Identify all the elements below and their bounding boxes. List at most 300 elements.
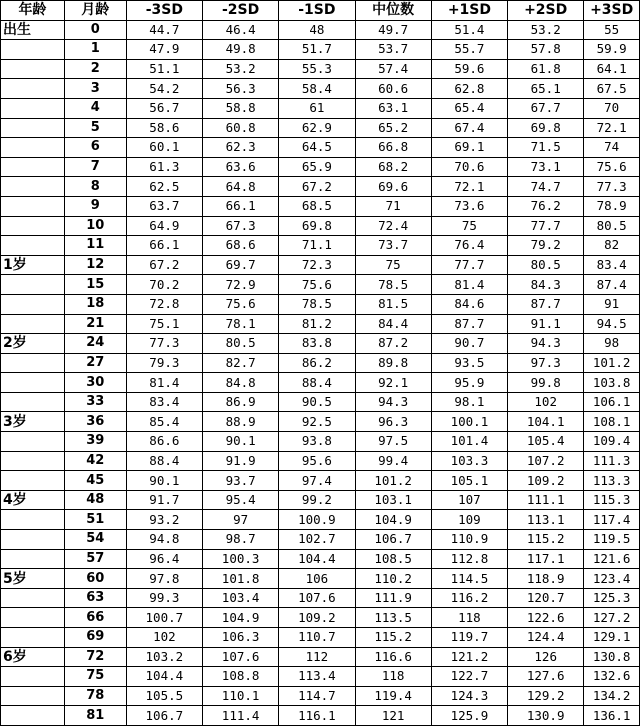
minus-3sd-cell: 66.1 — [126, 236, 202, 256]
minus-3sd-cell: 99.3 — [126, 588, 202, 608]
median-cell: 115.2 — [355, 628, 431, 648]
minus-3sd-cell: 63.7 — [126, 196, 202, 216]
plus-2sd-cell: 84.3 — [508, 275, 584, 295]
plus-2sd-cell: 74.7 — [508, 177, 584, 197]
median-cell: 73.7 — [355, 236, 431, 256]
age-month-cell: 72 — [64, 647, 126, 667]
age-year-cell — [1, 314, 65, 334]
median-cell: 113.5 — [355, 608, 431, 628]
table-row — [1, 667, 640, 687]
median-cell: 116.6 — [355, 647, 431, 667]
table-row — [1, 373, 640, 393]
median-cell: 103.1 — [355, 490, 431, 510]
age-month-cell: 12 — [64, 255, 126, 275]
median-cell: 101.2 — [355, 471, 431, 491]
plus-2sd-cell: 71.5 — [508, 138, 584, 158]
plus-3sd-cell: 59.9 — [584, 40, 640, 60]
age-month-cell: 39 — [64, 432, 126, 452]
table-row — [1, 157, 640, 177]
table-row — [1, 471, 640, 491]
median-cell: 104.9 — [355, 510, 431, 530]
table-row — [1, 412, 640, 432]
plus-3sd-cell: 115.3 — [584, 490, 640, 510]
table-row — [1, 20, 640, 40]
plus-1sd-cell: 55.7 — [431, 40, 507, 60]
minus-2sd-cell: 46.4 — [202, 20, 278, 40]
header-plus-1sd: +1SD — [431, 1, 507, 21]
median-cell: 87.2 — [355, 334, 431, 354]
minus-3sd-cell: 94.8 — [126, 530, 202, 550]
minus-1sd-cell: 99.2 — [279, 490, 355, 510]
age-month-cell: 21 — [64, 314, 126, 334]
header-row — [1, 1, 640, 21]
table-row — [1, 530, 640, 550]
minus-3sd-cell: 105.5 — [126, 686, 202, 706]
table-row — [1, 294, 640, 314]
minus-2sd-cell: 80.5 — [202, 334, 278, 354]
plus-3sd-cell: 136.1 — [584, 706, 640, 726]
minus-2sd-cell: 90.1 — [202, 432, 278, 452]
plus-2sd-cell: 107.2 — [508, 451, 584, 471]
minus-3sd-cell: 51.1 — [126, 59, 202, 79]
median-cell: 89.8 — [355, 353, 431, 373]
age-year-cell — [1, 177, 65, 197]
minus-1sd-cell: 104.4 — [279, 549, 355, 569]
plus-1sd-cell: 90.7 — [431, 334, 507, 354]
header-median: 中位数 — [355, 1, 431, 21]
age-year-cell — [1, 686, 65, 706]
age-month-cell: 10 — [64, 216, 126, 236]
minus-2sd-cell: 75.6 — [202, 294, 278, 314]
age-year-cell: 6岁 — [1, 647, 65, 667]
minus-2sd-cell: 106.3 — [202, 628, 278, 648]
median-cell: 57.4 — [355, 59, 431, 79]
minus-1sd-cell: 100.9 — [279, 510, 355, 530]
header-age-year: 年龄 — [1, 1, 65, 21]
minus-1sd-cell: 62.9 — [279, 118, 355, 138]
plus-3sd-cell: 78.9 — [584, 196, 640, 216]
plus-1sd-cell: 118 — [431, 608, 507, 628]
median-cell: 94.3 — [355, 392, 431, 412]
minus-3sd-cell: 97.8 — [126, 569, 202, 589]
plus-2sd-cell: 91.1 — [508, 314, 584, 334]
median-cell: 108.5 — [355, 549, 431, 569]
minus-1sd-cell: 51.7 — [279, 40, 355, 60]
plus-1sd-cell: 109 — [431, 510, 507, 530]
minus-1sd-cell: 106 — [279, 569, 355, 589]
plus-2sd-cell: 79.2 — [508, 236, 584, 256]
table-row — [1, 451, 640, 471]
table-row — [1, 138, 640, 158]
plus-2sd-cell: 69.8 — [508, 118, 584, 138]
minus-1sd-cell: 86.2 — [279, 353, 355, 373]
minus-1sd-cell: 113.4 — [279, 667, 355, 687]
median-cell: 99.4 — [355, 451, 431, 471]
header-plus-2sd: +2SD — [508, 1, 584, 21]
minus-1sd-cell: 55.3 — [279, 59, 355, 79]
minus-2sd-cell: 101.8 — [202, 569, 278, 589]
plus-3sd-cell: 127.2 — [584, 608, 640, 628]
plus-3sd-cell: 82 — [584, 236, 640, 256]
plus-1sd-cell: 116.2 — [431, 588, 507, 608]
plus-1sd-cell: 98.1 — [431, 392, 507, 412]
minus-2sd-cell: 108.8 — [202, 667, 278, 687]
plus-2sd-cell: 99.8 — [508, 373, 584, 393]
plus-1sd-cell: 70.6 — [431, 157, 507, 177]
plus-1sd-cell: 103.3 — [431, 451, 507, 471]
plus-2sd-cell: 94.3 — [508, 334, 584, 354]
median-cell: 81.5 — [355, 294, 431, 314]
plus-3sd-cell: 80.5 — [584, 216, 640, 236]
minus-2sd-cell: 111.4 — [202, 706, 278, 726]
median-cell: 60.6 — [355, 79, 431, 99]
median-cell: 118 — [355, 667, 431, 687]
minus-2sd-cell: 97 — [202, 510, 278, 530]
table-row — [1, 490, 640, 510]
median-cell: 119.4 — [355, 686, 431, 706]
plus-2sd-cell: 130.9 — [508, 706, 584, 726]
plus-2sd-cell: 111.1 — [508, 490, 584, 510]
table-row — [1, 353, 640, 373]
minus-2sd-cell: 58.8 — [202, 98, 278, 118]
minus-2sd-cell: 62.3 — [202, 138, 278, 158]
age-month-cell: 18 — [64, 294, 126, 314]
age-year-cell — [1, 667, 65, 687]
plus-1sd-cell: 112.8 — [431, 549, 507, 569]
header-age-month: 月龄 — [64, 1, 126, 21]
table-row — [1, 608, 640, 628]
plus-2sd-cell: 102 — [508, 392, 584, 412]
age-month-cell: 51 — [64, 510, 126, 530]
plus-1sd-cell: 119.7 — [431, 628, 507, 648]
minus-3sd-cell: 44.7 — [126, 20, 202, 40]
minus-1sd-cell: 95.6 — [279, 451, 355, 471]
plus-2sd-cell: 115.2 — [508, 530, 584, 550]
plus-1sd-cell: 59.6 — [431, 59, 507, 79]
minus-2sd-cell: 88.9 — [202, 412, 278, 432]
median-cell: 75 — [355, 255, 431, 275]
age-year-cell — [1, 157, 65, 177]
table-row — [1, 432, 640, 452]
plus-3sd-cell: 87.4 — [584, 275, 640, 295]
plus-2sd-cell: 53.2 — [508, 20, 584, 40]
plus-1sd-cell: 84.6 — [431, 294, 507, 314]
age-month-cell: 5 — [64, 118, 126, 138]
minus-2sd-cell: 63.6 — [202, 157, 278, 177]
minus-1sd-cell: 97.4 — [279, 471, 355, 491]
minus-3sd-cell: 85.4 — [126, 412, 202, 432]
age-month-cell: 7 — [64, 157, 126, 177]
plus-1sd-cell: 67.4 — [431, 118, 507, 138]
age-year-cell — [1, 471, 65, 491]
minus-3sd-cell: 56.7 — [126, 98, 202, 118]
plus-1sd-cell: 110.9 — [431, 530, 507, 550]
table-row — [1, 79, 640, 99]
age-month-cell: 78 — [64, 686, 126, 706]
minus-2sd-cell: 84.8 — [202, 373, 278, 393]
minus-3sd-cell: 54.2 — [126, 79, 202, 99]
table-row — [1, 706, 640, 726]
age-year-cell: 2岁 — [1, 334, 65, 354]
minus-2sd-cell: 95.4 — [202, 490, 278, 510]
plus-3sd-cell: 108.1 — [584, 412, 640, 432]
header-minus-3sd: -3SD — [126, 1, 202, 21]
minus-2sd-cell: 56.3 — [202, 79, 278, 99]
minus-3sd-cell: 96.4 — [126, 549, 202, 569]
minus-2sd-cell: 82.7 — [202, 353, 278, 373]
median-cell: 71 — [355, 196, 431, 216]
minus-2sd-cell: 107.6 — [202, 647, 278, 667]
table-row — [1, 255, 640, 275]
minus-1sd-cell: 88.4 — [279, 373, 355, 393]
table-row — [1, 549, 640, 569]
age-month-cell: 36 — [64, 412, 126, 432]
table-row — [1, 569, 640, 589]
plus-2sd-cell: 122.6 — [508, 608, 584, 628]
plus-1sd-cell: 51.4 — [431, 20, 507, 40]
age-year-cell — [1, 59, 65, 79]
minus-3sd-cell: 83.4 — [126, 392, 202, 412]
minus-3sd-cell: 81.4 — [126, 373, 202, 393]
median-cell: 92.1 — [355, 373, 431, 393]
minus-2sd-cell: 53.2 — [202, 59, 278, 79]
plus-1sd-cell: 121.2 — [431, 647, 507, 667]
age-month-cell: 8 — [64, 177, 126, 197]
plus-3sd-cell: 75.6 — [584, 157, 640, 177]
age-year-cell — [1, 451, 65, 471]
minus-1sd-cell: 112 — [279, 647, 355, 667]
age-month-cell: 30 — [64, 373, 126, 393]
age-month-cell: 60 — [64, 569, 126, 589]
plus-3sd-cell: 125.3 — [584, 588, 640, 608]
age-year-cell: 5岁 — [1, 569, 65, 589]
minus-1sd-cell: 109.2 — [279, 608, 355, 628]
age-year-cell — [1, 236, 65, 256]
age-year-cell — [1, 118, 65, 138]
median-cell: 72.4 — [355, 216, 431, 236]
age-year-cell — [1, 98, 65, 118]
age-year-cell — [1, 196, 65, 216]
age-month-cell: 2 — [64, 59, 126, 79]
table-row — [1, 177, 640, 197]
plus-3sd-cell: 134.2 — [584, 686, 640, 706]
minus-3sd-cell: 104.4 — [126, 667, 202, 687]
minus-1sd-cell: 69.8 — [279, 216, 355, 236]
age-year-cell: 出生 — [1, 20, 65, 40]
minus-3sd-cell: 64.9 — [126, 216, 202, 236]
plus-2sd-cell: 113.1 — [508, 510, 584, 530]
minus-2sd-cell: 93.7 — [202, 471, 278, 491]
plus-1sd-cell: 72.1 — [431, 177, 507, 197]
plus-1sd-cell: 62.8 — [431, 79, 507, 99]
plus-3sd-cell: 121.6 — [584, 549, 640, 569]
plus-1sd-cell: 75 — [431, 216, 507, 236]
minus-2sd-cell: 104.9 — [202, 608, 278, 628]
age-year-cell — [1, 216, 65, 236]
median-cell: 49.7 — [355, 20, 431, 40]
plus-3sd-cell: 117.4 — [584, 510, 640, 530]
table-row — [1, 588, 640, 608]
minus-1sd-cell: 72.3 — [279, 255, 355, 275]
minus-1sd-cell: 93.8 — [279, 432, 355, 452]
minus-2sd-cell: 98.7 — [202, 530, 278, 550]
median-cell: 78.5 — [355, 275, 431, 295]
plus-3sd-cell: 113.3 — [584, 471, 640, 491]
plus-3sd-cell: 70 — [584, 98, 640, 118]
median-cell: 110.2 — [355, 569, 431, 589]
age-month-cell: 75 — [64, 667, 126, 687]
minus-3sd-cell: 93.2 — [126, 510, 202, 530]
table-row — [1, 275, 640, 295]
plus-2sd-cell: 127.6 — [508, 667, 584, 687]
plus-3sd-cell: 119.5 — [584, 530, 640, 550]
minus-1sd-cell: 78.5 — [279, 294, 355, 314]
minus-1sd-cell: 83.8 — [279, 334, 355, 354]
plus-2sd-cell: 65.1 — [508, 79, 584, 99]
age-year-cell — [1, 510, 65, 530]
plus-1sd-cell: 100.1 — [431, 412, 507, 432]
minus-1sd-cell: 71.1 — [279, 236, 355, 256]
minus-2sd-cell: 110.1 — [202, 686, 278, 706]
plus-3sd-cell: 132.6 — [584, 667, 640, 687]
age-year-cell — [1, 432, 65, 452]
plus-1sd-cell: 114.5 — [431, 569, 507, 589]
minus-1sd-cell: 107.6 — [279, 588, 355, 608]
plus-2sd-cell: 97.3 — [508, 353, 584, 373]
age-year-cell: 3岁 — [1, 412, 65, 432]
table-body — [1, 20, 640, 725]
minus-1sd-cell: 61 — [279, 98, 355, 118]
minus-2sd-cell: 91.9 — [202, 451, 278, 471]
plus-3sd-cell: 129.1 — [584, 628, 640, 648]
table-row — [1, 196, 640, 216]
plus-1sd-cell: 95.9 — [431, 373, 507, 393]
age-month-cell: 27 — [64, 353, 126, 373]
age-month-cell: 0 — [64, 20, 126, 40]
plus-3sd-cell: 83.4 — [584, 255, 640, 275]
minus-3sd-cell: 62.5 — [126, 177, 202, 197]
minus-3sd-cell: 47.9 — [126, 40, 202, 60]
minus-3sd-cell: 61.3 — [126, 157, 202, 177]
plus-2sd-cell: 61.8 — [508, 59, 584, 79]
plus-3sd-cell: 72.1 — [584, 118, 640, 138]
minus-1sd-cell: 114.7 — [279, 686, 355, 706]
plus-2sd-cell: 67.7 — [508, 98, 584, 118]
minus-3sd-cell: 72.8 — [126, 294, 202, 314]
minus-1sd-cell: 102.7 — [279, 530, 355, 550]
minus-3sd-cell: 86.6 — [126, 432, 202, 452]
minus-1sd-cell: 48 — [279, 20, 355, 40]
age-year-cell — [1, 40, 65, 60]
table-row — [1, 647, 640, 667]
plus-2sd-cell: 129.2 — [508, 686, 584, 706]
minus-2sd-cell: 72.9 — [202, 275, 278, 295]
plus-1sd-cell: 69.1 — [431, 138, 507, 158]
minus-1sd-cell: 75.6 — [279, 275, 355, 295]
age-month-cell: 48 — [64, 490, 126, 510]
plus-2sd-cell: 118.9 — [508, 569, 584, 589]
plus-1sd-cell: 65.4 — [431, 98, 507, 118]
minus-2sd-cell: 69.7 — [202, 255, 278, 275]
minus-2sd-cell: 60.8 — [202, 118, 278, 138]
plus-3sd-cell: 74 — [584, 138, 640, 158]
plus-3sd-cell: 55 — [584, 20, 640, 40]
age-year-cell — [1, 628, 65, 648]
plus-3sd-cell: 123.4 — [584, 569, 640, 589]
median-cell: 97.5 — [355, 432, 431, 452]
minus-3sd-cell: 58.6 — [126, 118, 202, 138]
plus-2sd-cell: 80.5 — [508, 255, 584, 275]
plus-1sd-cell: 93.5 — [431, 353, 507, 373]
plus-2sd-cell: 76.2 — [508, 196, 584, 216]
age-year-cell — [1, 608, 65, 628]
plus-3sd-cell: 77.3 — [584, 177, 640, 197]
minus-1sd-cell: 116.1 — [279, 706, 355, 726]
plus-1sd-cell: 73.6 — [431, 196, 507, 216]
age-year-cell — [1, 275, 65, 295]
plus-2sd-cell: 126 — [508, 647, 584, 667]
minus-3sd-cell: 75.1 — [126, 314, 202, 334]
median-cell: 111.9 — [355, 588, 431, 608]
age-year-cell — [1, 138, 65, 158]
plus-3sd-cell: 111.3 — [584, 451, 640, 471]
minus-3sd-cell: 79.3 — [126, 353, 202, 373]
median-cell: 53.7 — [355, 40, 431, 60]
plus-1sd-cell: 125.9 — [431, 706, 507, 726]
median-cell: 84.4 — [355, 314, 431, 334]
median-cell: 68.2 — [355, 157, 431, 177]
plus-3sd-cell: 67.5 — [584, 79, 640, 99]
plus-1sd-cell: 101.4 — [431, 432, 507, 452]
minus-3sd-cell: 91.7 — [126, 490, 202, 510]
age-month-cell: 66 — [64, 608, 126, 628]
table-row — [1, 216, 640, 236]
age-month-cell: 45 — [64, 471, 126, 491]
plus-2sd-cell: 77.7 — [508, 216, 584, 236]
table-row — [1, 40, 640, 60]
plus-3sd-cell: 64.1 — [584, 59, 640, 79]
table-row — [1, 510, 640, 530]
minus-1sd-cell: 90.5 — [279, 392, 355, 412]
table-row — [1, 98, 640, 118]
minus-3sd-cell: 102 — [126, 628, 202, 648]
minus-2sd-cell: 100.3 — [202, 549, 278, 569]
plus-3sd-cell: 94.5 — [584, 314, 640, 334]
plus-2sd-cell: 105.4 — [508, 432, 584, 452]
table-row — [1, 686, 640, 706]
median-cell: 121 — [355, 706, 431, 726]
age-month-cell: 69 — [64, 628, 126, 648]
minus-2sd-cell: 67.3 — [202, 216, 278, 236]
plus-1sd-cell: 105.1 — [431, 471, 507, 491]
minus-3sd-cell: 77.3 — [126, 334, 202, 354]
age-year-cell — [1, 392, 65, 412]
plus-2sd-cell: 104.1 — [508, 412, 584, 432]
plus-1sd-cell: 122.7 — [431, 667, 507, 687]
minus-3sd-cell: 106.7 — [126, 706, 202, 726]
plus-1sd-cell: 81.4 — [431, 275, 507, 295]
plus-1sd-cell: 76.4 — [431, 236, 507, 256]
minus-2sd-cell: 49.8 — [202, 40, 278, 60]
minus-1sd-cell: 81.2 — [279, 314, 355, 334]
minus-2sd-cell: 66.1 — [202, 196, 278, 216]
age-month-cell: 24 — [64, 334, 126, 354]
median-cell: 66.8 — [355, 138, 431, 158]
table-row — [1, 392, 640, 412]
plus-2sd-cell: 120.7 — [508, 588, 584, 608]
median-cell: 69.6 — [355, 177, 431, 197]
age-month-cell: 3 — [64, 79, 126, 99]
